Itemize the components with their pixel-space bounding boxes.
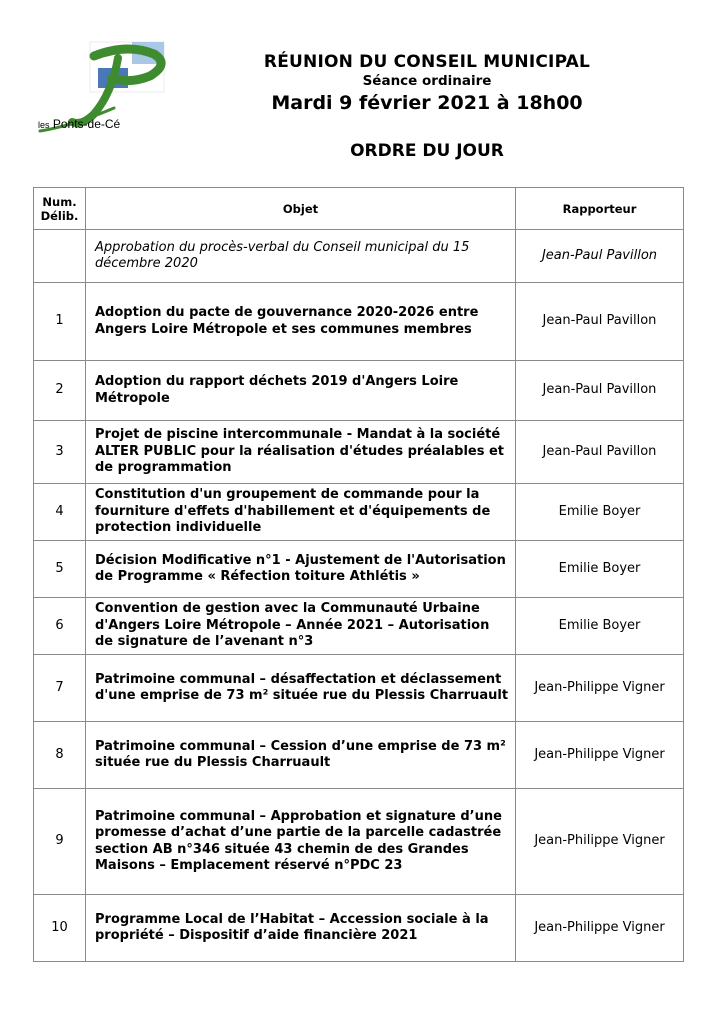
row-num: 3 [34,421,86,484]
row-objet: Approbation du procès-verbal du Conseil municipal du 15 décembre 2020 [86,230,516,283]
row-objet: Patrimoine communal – Cession d’une emprise de 73 m² située rue du Plessis Charruault [86,722,516,789]
row-rapporteur: Jean-Philippe Vigner [516,655,684,722]
row-objet: Adoption du rapport déchets 2019 d'Angers Loire Métropole [86,361,516,421]
table-row [34,598,684,655]
row-objet: Projet de piscine intercommunale - Mandat à la société ALTER PUBLIC pour la réalisation d'études préalables et de programmation [86,421,516,484]
row-rapporteur: Jean-Philippe Vigner [516,789,684,895]
row-objet: Patrimoine communal – Approbation et signature d’une promesse d’achat d’une partie de la parcelle cadastrée section AB n°346 située 43 chemin de des Grandes Maisons – Emplacement réservé n°PDC 23 [86,789,516,895]
meeting-date: Mardi 9 février 2021 à 18h00 [271,92,583,114]
row-objet: Patrimoine communal – désaffectation et déclassement d'une emprise de 73 m² située rue du Plessis Charruault [86,655,516,722]
meeting-subtitle: Séance ordinaire [362,73,492,89]
row-num: 2 [34,361,86,421]
row-num: 1 [34,283,86,361]
table-header-row [34,188,684,230]
row-rapporteur: Jean-Paul Pavillon [516,361,684,421]
row-num: 8 [34,722,86,789]
row-num: 4 [34,484,86,541]
meeting-title: RÉUNION DU CONSEIL MUNICIPAL [263,52,591,72]
row-rapporteur: Emilie Boyer [516,541,684,598]
row-rapporteur: Emilie Boyer [516,598,684,655]
row-rapporteur: Jean-Paul Pavillon [516,283,684,361]
row-num [34,230,86,283]
row-num: 7 [34,655,86,722]
table-row [34,722,684,789]
row-objet: Constitution d'un groupement de commande pour la fourniture d'effets d'habillement et d'équipements de protection individuelle [86,484,516,541]
row-rapporteur: Jean-Paul Pavillon [516,421,684,484]
row-rapporteur: Jean-Philippe Vigner [516,895,684,962]
row-num: 5 [34,541,86,598]
table-row [34,895,684,962]
table-row [34,484,684,541]
row-num: 6 [34,598,86,655]
agenda-table [33,187,684,962]
table-row [34,283,684,361]
table-row [34,541,684,598]
logo-text [38,117,120,131]
table-row [34,230,684,283]
header-num: Num. Délib. [34,188,86,230]
row-num: 9 [34,789,86,895]
row-num: 10 [34,895,86,962]
header-rapporteur: Rapporteur [516,188,684,230]
table-row [34,655,684,722]
agenda-title: ORDRE DU JOUR [350,141,504,161]
row-objet: Adoption du pacte de gouvernance 2020-2026 entre Angers Loire Métropole et ses communes membres [86,283,516,361]
row-objet: Décision Modificative n°1 - Ajustement de l'Autorisation de Programme « Réfection toiture Athlétis » [86,541,516,598]
logo-text-name: Ponts-de-Cé [52,117,121,131]
table-row [34,789,684,895]
table-row [34,421,684,484]
header-objet: Objet [86,188,516,230]
row-rapporteur: Jean-Paul Pavillon [516,230,684,283]
row-objet: Programme Local de l’Habitat – Accession sociale à la propriété – Dispositif d’aide financière 2021 [86,895,516,962]
row-objet: Convention de gestion avec la Communauté Urbaine d'Angers Loire Métropole – Année 2021 – Autorisation de signature de l’avenant n°3 [86,598,516,655]
row-rapporteur: Emilie Boyer [516,484,684,541]
row-rapporteur: Jean-Philippe Vigner [516,722,684,789]
table-row [34,361,684,421]
logo-text-prefix: les [38,120,50,130]
